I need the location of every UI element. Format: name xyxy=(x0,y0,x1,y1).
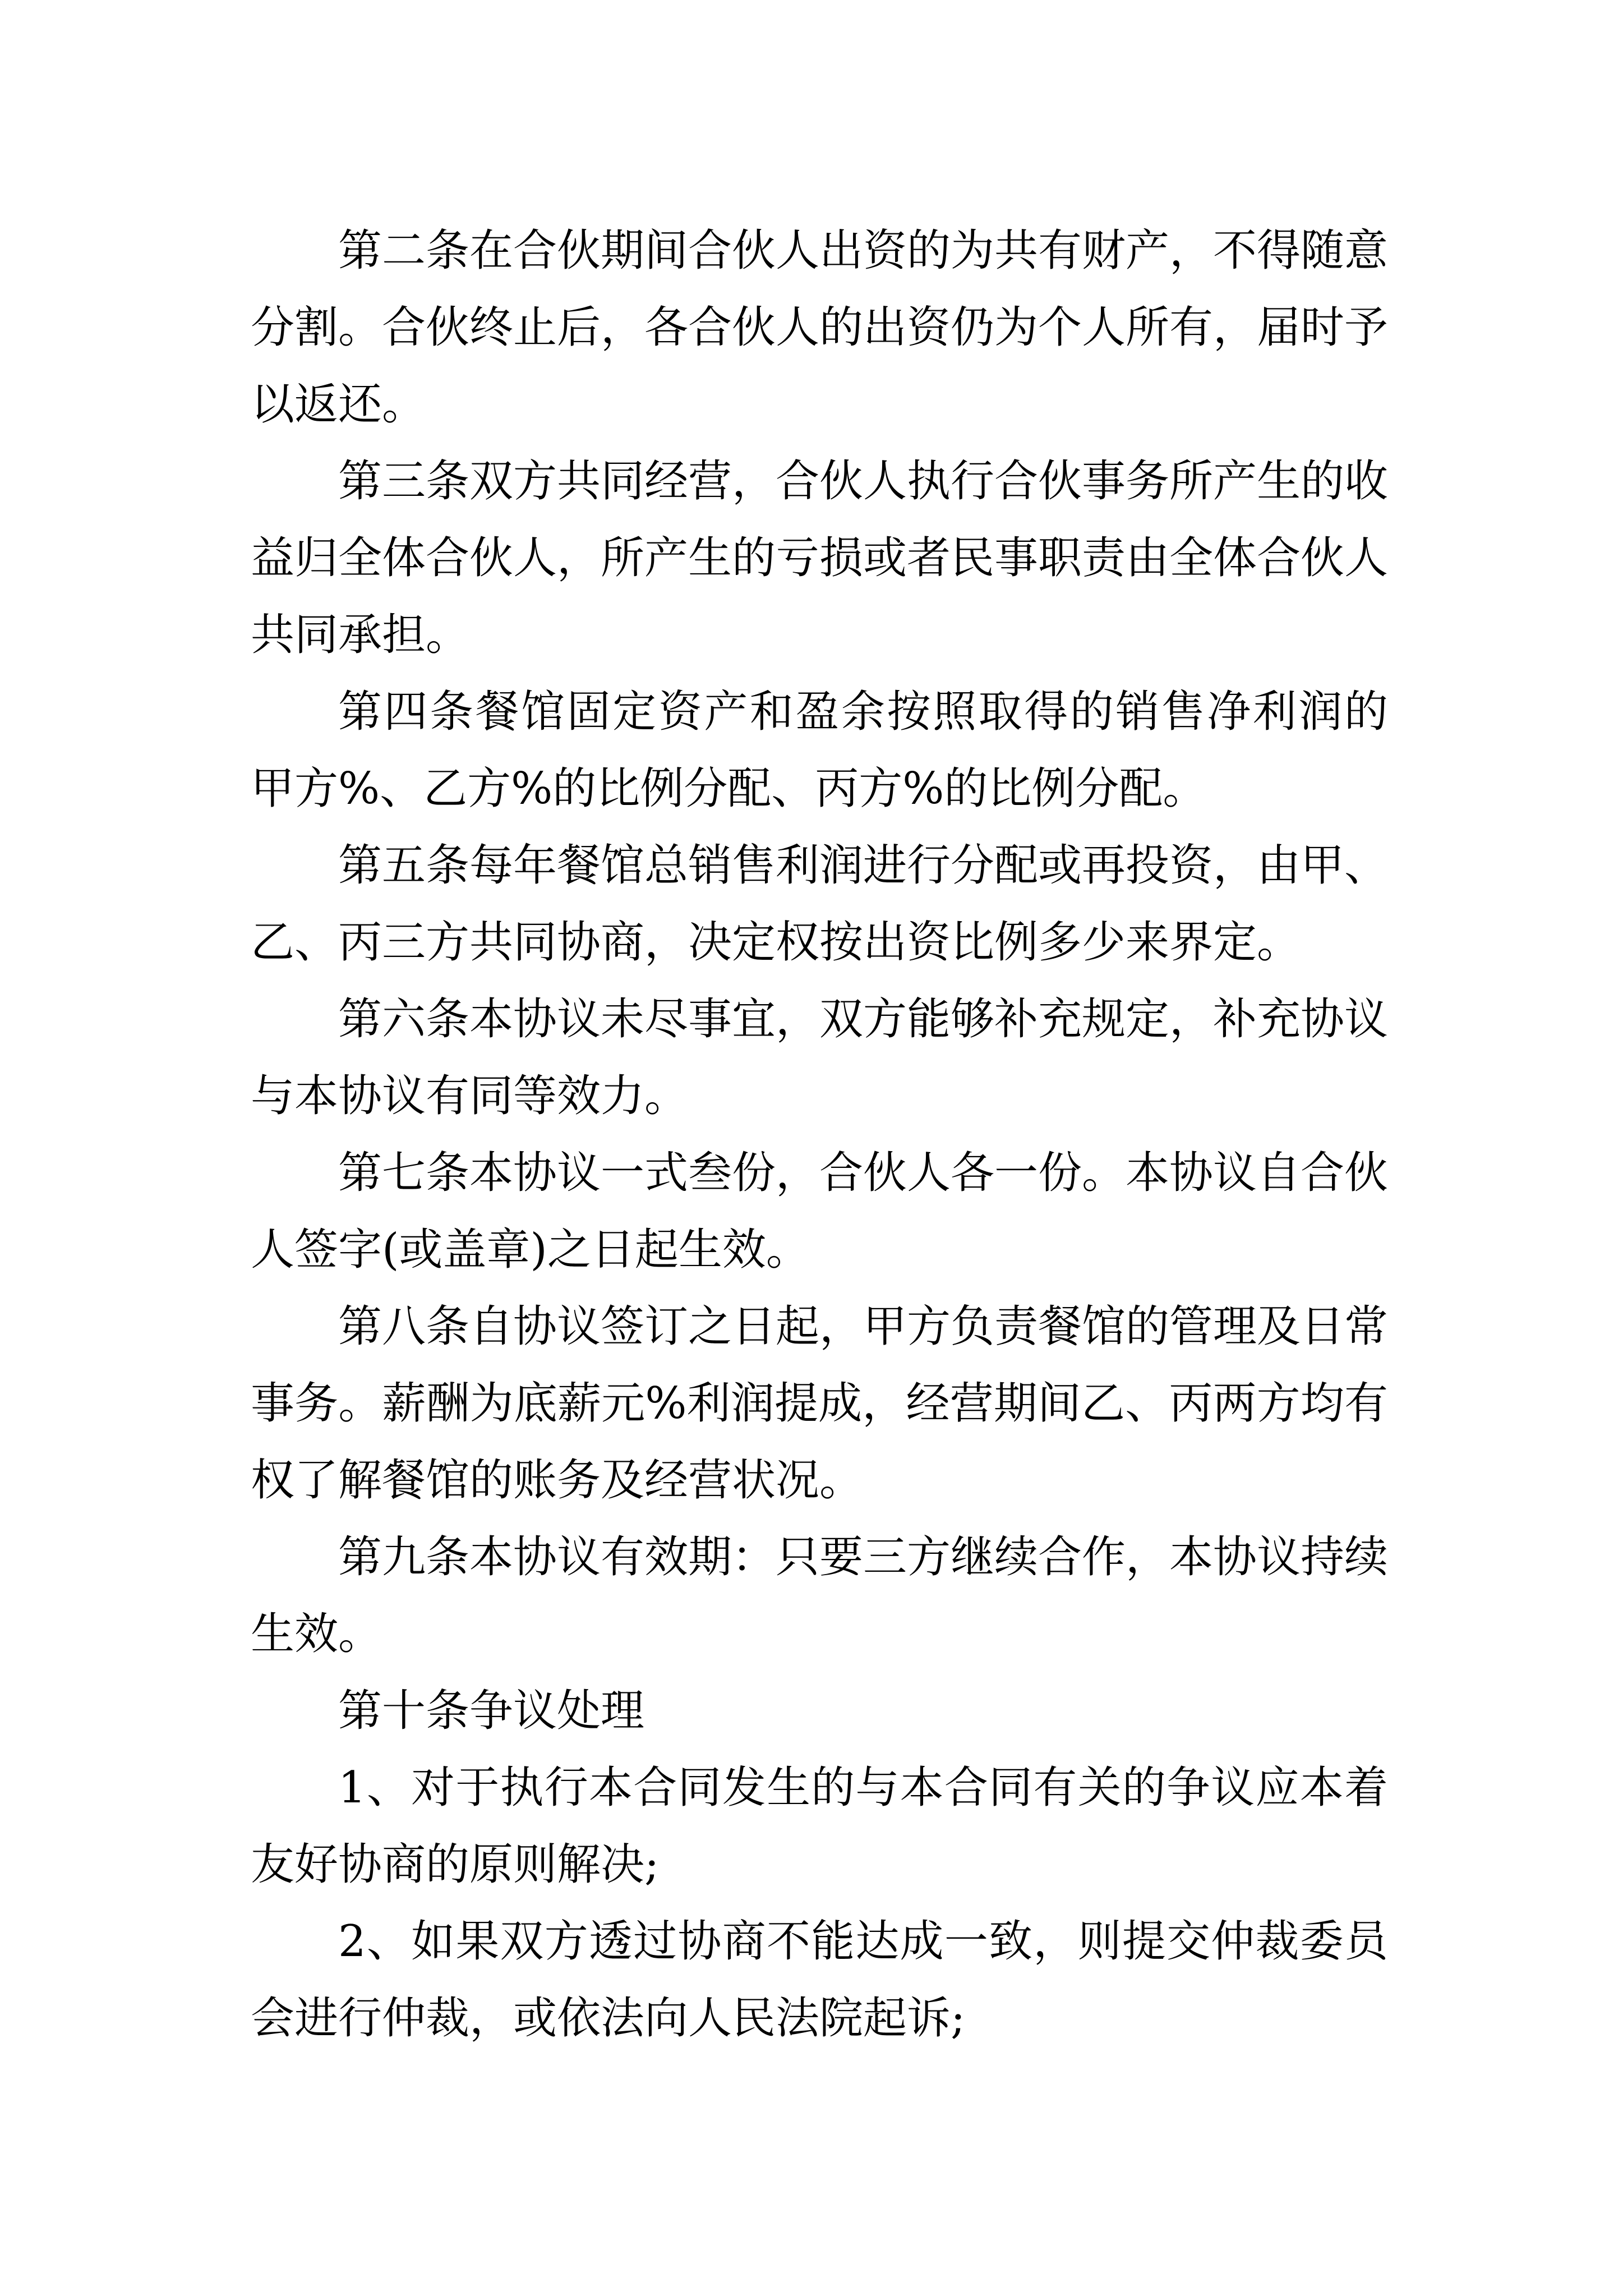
clause-5-paragraph xyxy=(251,827,1388,981)
paragraph-line: 会进行仲裁，或依法向人民法院起诉; xyxy=(251,1993,966,2044)
paragraph-line: 分割。合伙终止后，各合伙人的出资仍为个人所有，届时予 xyxy=(251,302,1389,353)
paragraph-line: 第六条本协议未尽事宜，双方能够补充规定，补充协议 xyxy=(338,994,1389,1045)
clause-10-item-1 xyxy=(251,1750,1388,1903)
paragraph-line: 益归全体合伙人，所产生的亏损或者民事职责由全体合伙人 xyxy=(251,533,1389,583)
paragraph-line: 1、对于执行本合同发生的与本合同有关的争议应本着 xyxy=(338,1763,1388,1813)
paragraph-line: 与本协议有同等效力。 xyxy=(251,1071,689,1121)
clause-9-paragraph xyxy=(251,1519,1388,1673)
paragraph-line: 第七条本协议一式叁份，合伙人各一份。本协议自合伙 xyxy=(338,1148,1389,1198)
clause-10-item-2 xyxy=(251,1903,1388,2057)
paragraph-line: 第四条餐馆固定资产和盈余按照取得的销售净利润的 xyxy=(338,687,1388,737)
paragraph-line: 共同承担。 xyxy=(251,610,470,660)
clause-3-paragraph xyxy=(251,443,1388,674)
document-body xyxy=(251,213,1388,2057)
paragraph-line: 第五条每年餐馆总销售利润进行分配或再投资，由甲、 xyxy=(338,840,1389,891)
paragraph-line: 甲方%、乙方%的比例分配、丙方%的比例分配。 xyxy=(251,763,1207,814)
paragraph-line: 友好协商的原则解决; xyxy=(251,1839,660,1890)
clause-10-heading xyxy=(251,1673,1388,1750)
paragraph-line: 生效。 xyxy=(251,1609,382,1659)
clause-2-paragraph xyxy=(251,213,1388,443)
paragraph-line: 第三条双方共同经营，合伙人执行合伙事务所产生的收 xyxy=(338,456,1389,507)
paragraph-line: 第二条在合伙期间合伙人出资的为共有财产，不得随意 xyxy=(338,226,1389,276)
paragraph-line: 事务。薪酬为底薪元%利润提成，经营期间乙、丙两方均有 xyxy=(251,1378,1388,1429)
paragraph-line: 第十条争议处理 xyxy=(338,1686,645,1736)
paragraph-line: 第九条本协议有效期：只要三方继续合作，本协议持续 xyxy=(338,1532,1389,1582)
clause-8-paragraph xyxy=(251,1289,1388,1519)
clause-7-paragraph xyxy=(251,1135,1388,1289)
clause-6-paragraph xyxy=(251,981,1388,1135)
paragraph-line: 第八条自协议签订之日起，甲方负责餐馆的管理及日常 xyxy=(338,1301,1389,1352)
paragraph-line: 人签字(或盖章)之日起生效。 xyxy=(251,1225,810,1275)
paragraph-line: 乙、丙三方共同协商，决定权按出资比例多少来界定。 xyxy=(251,917,1301,968)
clause-4-paragraph xyxy=(251,674,1388,827)
paragraph-line: 2、如果双方透过协商不能达成一致，则提交仲裁委员 xyxy=(338,1916,1388,1967)
paragraph-line: 权了解餐馆的账务及经营状况。 xyxy=(251,1455,864,1506)
paragraph-line: 以返还。 xyxy=(251,379,426,430)
